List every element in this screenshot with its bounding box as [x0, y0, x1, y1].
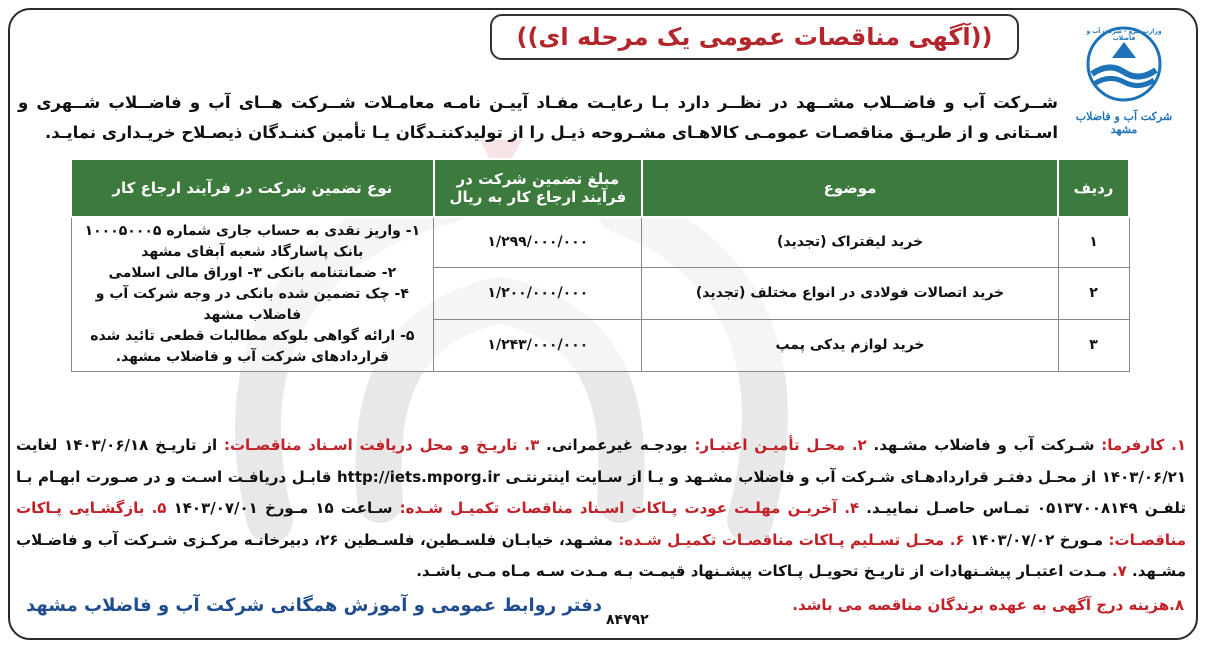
note-1-label: ۱. کارفرما: [1101, 436, 1187, 454]
note-3-label: ۳. تاریـخ و محل دریافت اسـناد مناقصـات: [223, 436, 540, 454]
guarantee-line: فاضلاب مشهد [203, 306, 302, 323]
cell-amount: ۱/۲۹۹/۰۰۰/۰۰۰ [434, 217, 642, 267]
note-6-label: ۶. محـل تسـلیم پـاکات مناقصـات تکمیـل شـده: [618, 530, 965, 549]
company-logo [1064, 22, 1184, 136]
note-6-text: مشـهد، خیابـان فلسـطین، فلسـطین ۲۶، دبیرخانـه مرکـزی شـرکت آب و فاضـلاب مشـهد. [16, 530, 1186, 580]
col-header-row: ردیف [1058, 159, 1129, 217]
conditions-text [16, 430, 1186, 588]
col-header-subject: موضوع [642, 159, 1058, 217]
cell-guarantee-type [71, 217, 434, 371]
cell-amount: ۱/۲۰۰/۰۰۰/۰۰۰ [434, 267, 642, 319]
ad-code: ۸۴۷۹۲ [606, 612, 649, 628]
note-5-label: ۵. بازگشـایی پـاکات مناقصـات: [16, 499, 1186, 549]
cell-row-number: ۳ [1058, 319, 1129, 371]
logo-company-name: شرکت آب و فاضلاب مشهد [1075, 110, 1173, 136]
tender-table [70, 158, 1130, 372]
guarantee-line: قراردادهای شرکت آب و فاضلاب مشهد. [115, 348, 389, 365]
note-3-text: از تاریـخ ۱۴۰۳/۰۶/۱۸ لغایت ۱۴۰۳/۰۶/۲۱ از محـل دفتـر قراردادهـای شـرکت آب و فاضلاب مشـهد و یـا از سـایت اینترنتـی http://iets.mporg.ir قابـل دریافـت اسـت و در صـورت ابهـام بـا تلفـن ۰۵۱۳۷۰۰۸۱۴۹ تمـاس حاصـل نماییـد. [16, 436, 1186, 517]
cell-subject: خرید لیفتراک (تجدید) [642, 217, 1058, 267]
guarantee-line: ۵- ارائه گواهی بلوکه مطالبات قطعی تائید شده [90, 327, 415, 344]
cell-subject: خرید اتصالات فولادی در انواع مختلف (تجدید) [642, 267, 1058, 319]
col-header-guarantee-type: نوع تضمین شرکت در فرآیند ارجاع کار [71, 159, 434, 217]
publisher-signature: دفتر روابط عمومی و آموزش همگانی شرکت آب و فاضلاب مشهد [26, 595, 603, 616]
guarantee-line: ۱- واریز نقدی به حساب جاری شماره ۱۰۰۰۵۰۰۰۵ [84, 222, 421, 239]
note-5-text: مـورخ ۱۴۰۳/۰۷/۰۲ [964, 530, 1109, 549]
cell-amount: ۱/۲۴۳/۰۰۰/۰۰۰ [434, 319, 642, 371]
note-8-text: ۸.هزینه درج آگهی به عهده برندگان مناقصه می باشد. [792, 596, 1184, 614]
col-header-amount: مبلغ تضمین شرکت در فرآیند ارجاع کار به ریال [434, 159, 642, 217]
note-2-text: بودجـه غیرعمرانی. [539, 436, 695, 454]
note-4-label: ۴. آخریـن مهلـت عودت پـاکات اسـناد مناقصات تکمیـل شـده: [399, 499, 860, 517]
note-2-label: ۲. محـل تأمیـن اعتبـار: [694, 436, 867, 454]
guarantee-line: ۴- چک تضمین شده بانکی در وجه شرکت آب و [95, 285, 409, 302]
ad-title: ((آگهی مناقصات عمومی یک مرحله ای)) [490, 14, 1019, 60]
note-1-text: شـرکت آب و فاضلاب مشـهد. [866, 436, 1102, 454]
note-7-text: مـدت اعتبـار پیشـنهادات از تاریـخ تحویـل پـاکات پیشـنهاد قیمـت بـه مـدت سـه مـاه مـی باشـد. [416, 562, 1112, 580]
intro-paragraph: شــرکت آب و فاضــلاب مشــهد در نظــر دارد بـا رعایـت مفـاد آییـن نامـه معامـلات شــرکت هــای آب و فاضــلاب شــهری و اسـتانی و از طریـق مناقصـات عمومـی کالاهـای مشـروحه ذیـل را از تولیدکننـدگان یـا تأمین کننـدگان ذیصـلاح خریـداری نمایـد. [18, 93, 1058, 142]
guarantee-line: ۲- ضمانتنامه بانکی ۳- اوراق مالی اسلامی [108, 264, 397, 281]
table-row [71, 217, 1129, 267]
guarantee-line: بانک پاسارگاد شعبه آبفای مشهد [141, 243, 364, 260]
table-header-row [71, 159, 1129, 217]
logo-arc-text: وزارت نیرو - شرکت آب و فاضلاب [1086, 28, 1162, 42]
note-7-label: ۷. [1111, 562, 1127, 580]
cell-row-number: ۱ [1058, 217, 1129, 267]
cell-row-number: ۲ [1058, 267, 1129, 319]
cell-subject: خرید لوازم یدکی پمپ [642, 319, 1058, 371]
note-4-text: سـاعت ۱۵ مـورخ ۱۴۰۳/۰۷/۰۱ [166, 499, 400, 517]
